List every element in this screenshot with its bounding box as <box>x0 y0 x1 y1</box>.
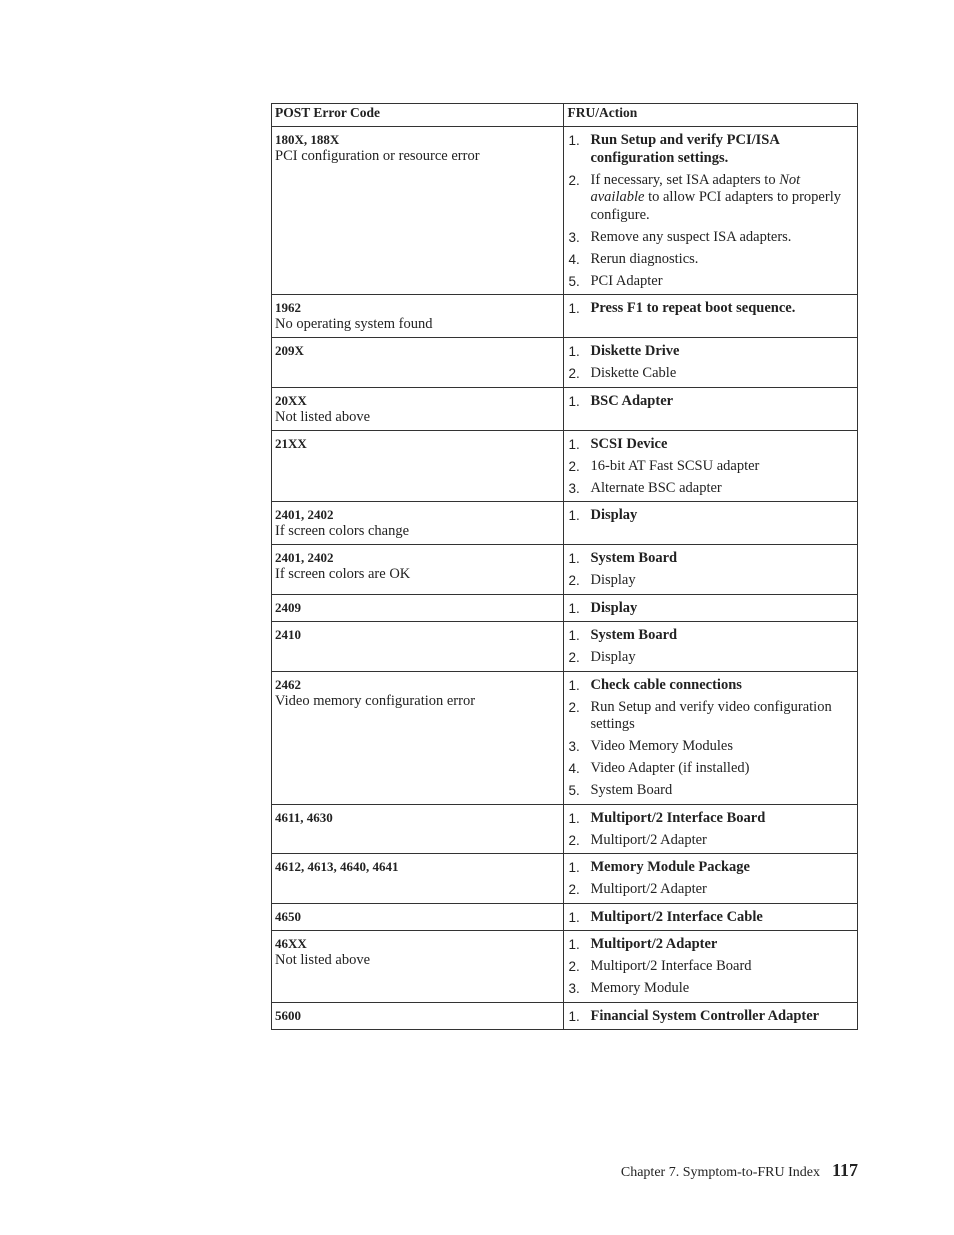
action-item <box>568 738 851 756</box>
table-row <box>272 622 858 672</box>
action-number: 1. <box>568 551 580 566</box>
action-list <box>568 507 851 525</box>
error-code: 21XX <box>275 435 307 451</box>
error-code-cell <box>272 545 564 595</box>
action-item <box>568 365 851 383</box>
fru-action-cell <box>564 854 858 904</box>
action-number: 3. <box>568 981 580 996</box>
table-header-row <box>272 104 858 127</box>
action-item <box>568 172 851 225</box>
action-item <box>568 480 851 498</box>
action-number: 1. <box>568 133 580 148</box>
action-list <box>568 132 851 290</box>
action-number: 1. <box>568 344 580 359</box>
action-number: 1. <box>568 600 580 616</box>
error-code-cell <box>272 931 564 1003</box>
fru-action-cell <box>564 622 858 672</box>
action-item <box>568 958 851 976</box>
table-row <box>272 594 858 622</box>
action-text: Rerun diagnostics. <box>590 250 699 267</box>
action-number: 2. <box>568 458 580 474</box>
action-list <box>568 300 851 318</box>
error-code-cell <box>272 622 564 672</box>
error-description: If screen colors are OK <box>275 566 411 582</box>
action-list <box>568 859 851 899</box>
action-item <box>568 229 851 247</box>
error-code: 5600 <box>275 1007 301 1023</box>
action-text: System Board <box>590 782 673 798</box>
action-number: 2. <box>568 959 580 974</box>
action-item <box>568 760 851 778</box>
error-code-cell <box>272 338 564 388</box>
action-number: 1. <box>568 508 580 523</box>
page-number: 117 <box>831 1160 858 1180</box>
table-row <box>272 854 858 904</box>
action-number: 2. <box>568 573 580 588</box>
action-number: 2. <box>568 832 580 848</box>
action-text: PCI Adapter <box>590 272 663 289</box>
error-code: 4611, 4630 <box>275 809 333 825</box>
error-code-cell <box>272 903 564 931</box>
action-number: 1. <box>568 810 580 826</box>
action-text: Financial System Controller Adapter <box>590 1007 820 1024</box>
action-item <box>568 132 851 167</box>
action-item <box>568 436 851 454</box>
action-item <box>568 980 851 998</box>
fru-action-cell <box>564 502 858 545</box>
action-item <box>568 300 851 318</box>
error-code-cell <box>272 295 564 338</box>
action-item <box>568 273 851 291</box>
action-item <box>568 393 851 411</box>
action-number: 2. <box>568 882 580 897</box>
action-list <box>568 343 851 383</box>
table-row <box>272 903 858 931</box>
header-fru-action: FRU/Action <box>564 104 858 127</box>
action-text: Memory Module Package <box>590 859 750 875</box>
action-number: 1. <box>568 860 580 875</box>
action-number: 1. <box>568 909 580 925</box>
action-text: Multiport/2 Adapter <box>590 936 718 952</box>
error-code: 4650 <box>275 908 301 924</box>
action-text: Multiport/2 Interface Board <box>590 809 766 826</box>
fru-action-cell <box>564 671 858 804</box>
error-description: Video memory configuration error <box>275 692 476 709</box>
action-item <box>568 782 851 800</box>
action-text: Display <box>590 507 638 523</box>
action-number: 4. <box>568 251 580 267</box>
fru-action-cell <box>564 295 858 338</box>
action-text: Run Setup and verify video configuration settings <box>590 698 832 732</box>
action-number: 2. <box>568 172 580 188</box>
action-item <box>568 649 851 667</box>
fru-action-cell <box>564 545 858 595</box>
error-code-cell <box>272 430 564 502</box>
action-item <box>568 881 851 899</box>
action-item <box>568 699 851 734</box>
action-list <box>568 600 851 618</box>
action-number: 1. <box>568 937 580 952</box>
action-text: System Board <box>590 550 678 566</box>
error-code-cell <box>272 594 564 622</box>
table-row <box>272 127 858 295</box>
action-item <box>568 1008 851 1026</box>
action-number: 4. <box>568 761 580 776</box>
error-code: 20XX <box>275 392 307 408</box>
error-description: No operating system found <box>275 316 433 332</box>
action-list <box>568 393 851 411</box>
action-text: Press F1 to repeat boot sequence. <box>590 300 796 316</box>
action-text: Diskette Drive <box>590 343 680 359</box>
action-text: Not available <box>590 171 801 205</box>
action-number: 1. <box>568 1008 580 1024</box>
error-code: 2410 <box>275 627 301 642</box>
action-text: Video Adapter (if installed) <box>590 760 750 776</box>
error-code-cell <box>272 671 564 804</box>
chapter-title: Chapter 7. Symptom-to-FRU Index <box>620 1165 820 1180</box>
error-code-cell <box>272 1002 564 1030</box>
error-description: Not listed above <box>275 408 371 425</box>
action-list <box>568 677 851 800</box>
action-text: Multiport/2 Adapter <box>590 881 707 897</box>
action-number: 2. <box>568 699 580 715</box>
table-row <box>272 502 858 545</box>
fru-action-cell <box>564 804 858 854</box>
error-code-cell <box>272 127 564 295</box>
action-item <box>568 600 851 618</box>
action-list <box>568 936 851 998</box>
table-row <box>272 387 858 430</box>
action-text: BSC Adapter <box>590 392 674 409</box>
action-number: 5. <box>568 783 580 798</box>
error-code: 46XX <box>275 936 307 951</box>
error-description: PCI configuration or resource error <box>275 148 480 164</box>
action-item <box>568 936 851 954</box>
header-post-error-code: POST Error Code <box>272 104 564 127</box>
action-text: Diskette Cable <box>590 365 677 381</box>
error-code: 2401, 2402 <box>275 507 334 522</box>
action-item <box>568 810 851 828</box>
error-code: 2462 <box>275 676 301 692</box>
table-row <box>272 1002 858 1030</box>
table-row <box>272 931 858 1003</box>
action-number: 3. <box>568 229 580 245</box>
action-text: Alternate BSC adapter <box>590 479 722 496</box>
action-item <box>568 572 851 590</box>
action-item <box>568 343 851 361</box>
action-number: 1. <box>568 628 580 643</box>
table-body <box>272 127 858 1030</box>
action-text: Display <box>590 599 638 616</box>
action-text: Display <box>590 649 636 665</box>
post-error-table <box>271 103 858 1030</box>
error-code-cell <box>272 854 564 904</box>
action-item <box>568 507 851 525</box>
action-text: If necessary, set ISA adapters to <box>590 171 780 188</box>
table-row <box>272 430 858 502</box>
fru-action-cell <box>564 430 858 502</box>
action-text: SCSI Device <box>590 435 668 452</box>
action-text: Multiport/2 Interface Cable <box>590 908 763 925</box>
action-item <box>568 859 851 877</box>
action-text: Video Memory Modules <box>590 738 733 754</box>
action-list <box>568 909 851 927</box>
action-text: Memory Module <box>590 980 690 996</box>
fru-action-cell <box>564 387 858 430</box>
error-code-cell <box>272 804 564 854</box>
error-code: 180X, 188X <box>275 132 340 147</box>
table-row <box>272 338 858 388</box>
error-code: 1962 <box>275 300 301 315</box>
error-description: If screen colors change <box>275 523 410 539</box>
fru-action-cell <box>564 594 858 622</box>
action-list <box>568 1008 851 1026</box>
table-row <box>272 671 858 804</box>
action-text: Check cable connections <box>590 676 742 693</box>
action-number: 2. <box>568 366 580 381</box>
action-item <box>568 550 851 568</box>
action-text: Run Setup and verify PCI/ISA configuration settings. <box>590 132 780 166</box>
action-number: 1. <box>568 393 580 409</box>
action-item <box>568 832 851 850</box>
action-number: 3. <box>568 480 580 496</box>
action-number: 1. <box>568 436 580 452</box>
action-text: Display <box>590 572 636 588</box>
action-text: Remove any suspect ISA adapters. <box>590 228 792 245</box>
table-row <box>272 804 858 854</box>
fru-action-cell <box>564 338 858 388</box>
fru-action-cell <box>564 127 858 295</box>
error-code: 2409 <box>275 599 301 615</box>
action-item <box>568 677 851 695</box>
action-list <box>568 436 851 498</box>
table-row <box>272 295 858 338</box>
action-list <box>568 550 851 590</box>
action-text: System Board <box>590 627 678 643</box>
action-number: 1. <box>568 677 580 693</box>
page-footer <box>621 1160 858 1181</box>
action-list <box>568 627 851 667</box>
error-code: 209X <box>275 343 304 358</box>
action-list <box>568 810 851 850</box>
action-item <box>568 909 851 927</box>
error-description: Not listed above <box>275 952 371 968</box>
error-code-cell <box>272 502 564 545</box>
action-number: 5. <box>568 273 580 289</box>
action-number: 3. <box>568 739 580 754</box>
action-text: Multiport/2 Adapter <box>590 831 707 848</box>
action-number: 2. <box>568 650 580 665</box>
action-item <box>568 458 851 476</box>
action-text: Multiport/2 Interface Board <box>590 958 752 974</box>
action-number: 1. <box>568 301 580 316</box>
error-code: 4612, 4613, 4640, 4641 <box>275 859 399 874</box>
error-code: 2401, 2402 <box>275 550 334 565</box>
table-row <box>272 545 858 595</box>
fru-action-cell <box>564 931 858 1003</box>
fru-action-cell <box>564 903 858 931</box>
action-text: to allow PCI adapters to properly configure. <box>590 189 841 223</box>
error-code-cell <box>272 387 564 430</box>
fru-action-cell <box>564 1002 858 1030</box>
action-item <box>568 251 851 269</box>
action-text: 16-bit AT Fast SCSU adapter <box>590 457 760 474</box>
action-item <box>568 627 851 645</box>
